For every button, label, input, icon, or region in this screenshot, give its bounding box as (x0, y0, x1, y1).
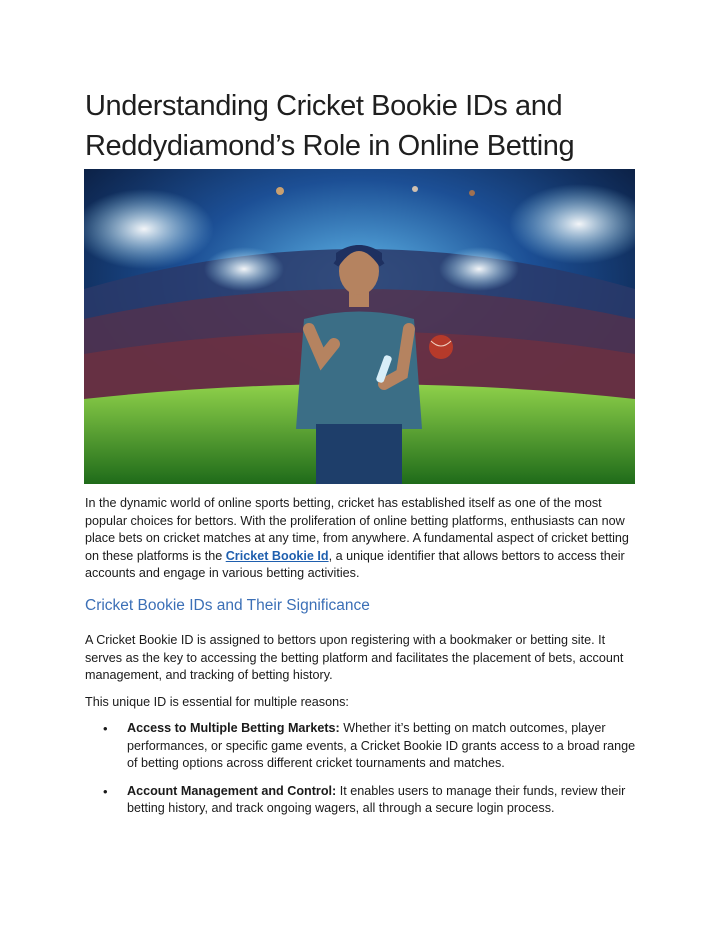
bullet-text: Whether it’s betting on match outcomes, player performances, or specific game events, a Cricket Bookie ID grants access to a broad range of betting options across different cricket tournaments and matches. (127, 721, 636, 770)
reasons-list (85, 720, 640, 828)
list-item (85, 783, 640, 818)
section-paragraph: A Cricket Bookie ID is assigned to bettors upon registering with a bookmaker or betting site. It serves as the key to accessing the betting platform and facilitates the placement of bets, account management, and tracking of betting history. (85, 633, 624, 682)
bullet-icon: • (103, 783, 108, 799)
page-title: Understanding Cricket Bookie IDs and Reddydiamond’s Role in Online Betting (85, 90, 575, 162)
section-heading: Cricket Bookie IDs and Their Significance (85, 597, 370, 614)
intro-text-before: In the dynamic world of online sports betting, cricket has established itself as one of the most popular choices for bettors. With the proliferation of online betting platforms, enthusiasts can now place bets on cricket matches at any time, from anywhere. A fundamental aspect of cricket betting on these platforms is the (85, 496, 629, 563)
bullet-bold-label: Access to Multiple Betting Markets: (127, 721, 340, 735)
cricket-bookie-id-link[interactable]: Cricket Bookie Id (225, 548, 329, 563)
bullet-bold-label: Account Management and Control: (127, 783, 337, 798)
reasons-intro: This unique ID is essential for multiple reasons: (85, 695, 349, 709)
intro-paragraph (85, 495, 640, 583)
hero-image (84, 169, 635, 484)
list-item (85, 720, 640, 773)
intro-text-after: , a unique identifier that allows bettors to access their accounts and engage in various betting activities. (85, 548, 625, 580)
cricket-stadium-illustration (84, 169, 635, 484)
bullet-text: It enables users to manage their funds, review their betting history, and track ongoing wagers, all through a secure login process. (127, 783, 626, 815)
bullet-icon: • (103, 721, 108, 736)
